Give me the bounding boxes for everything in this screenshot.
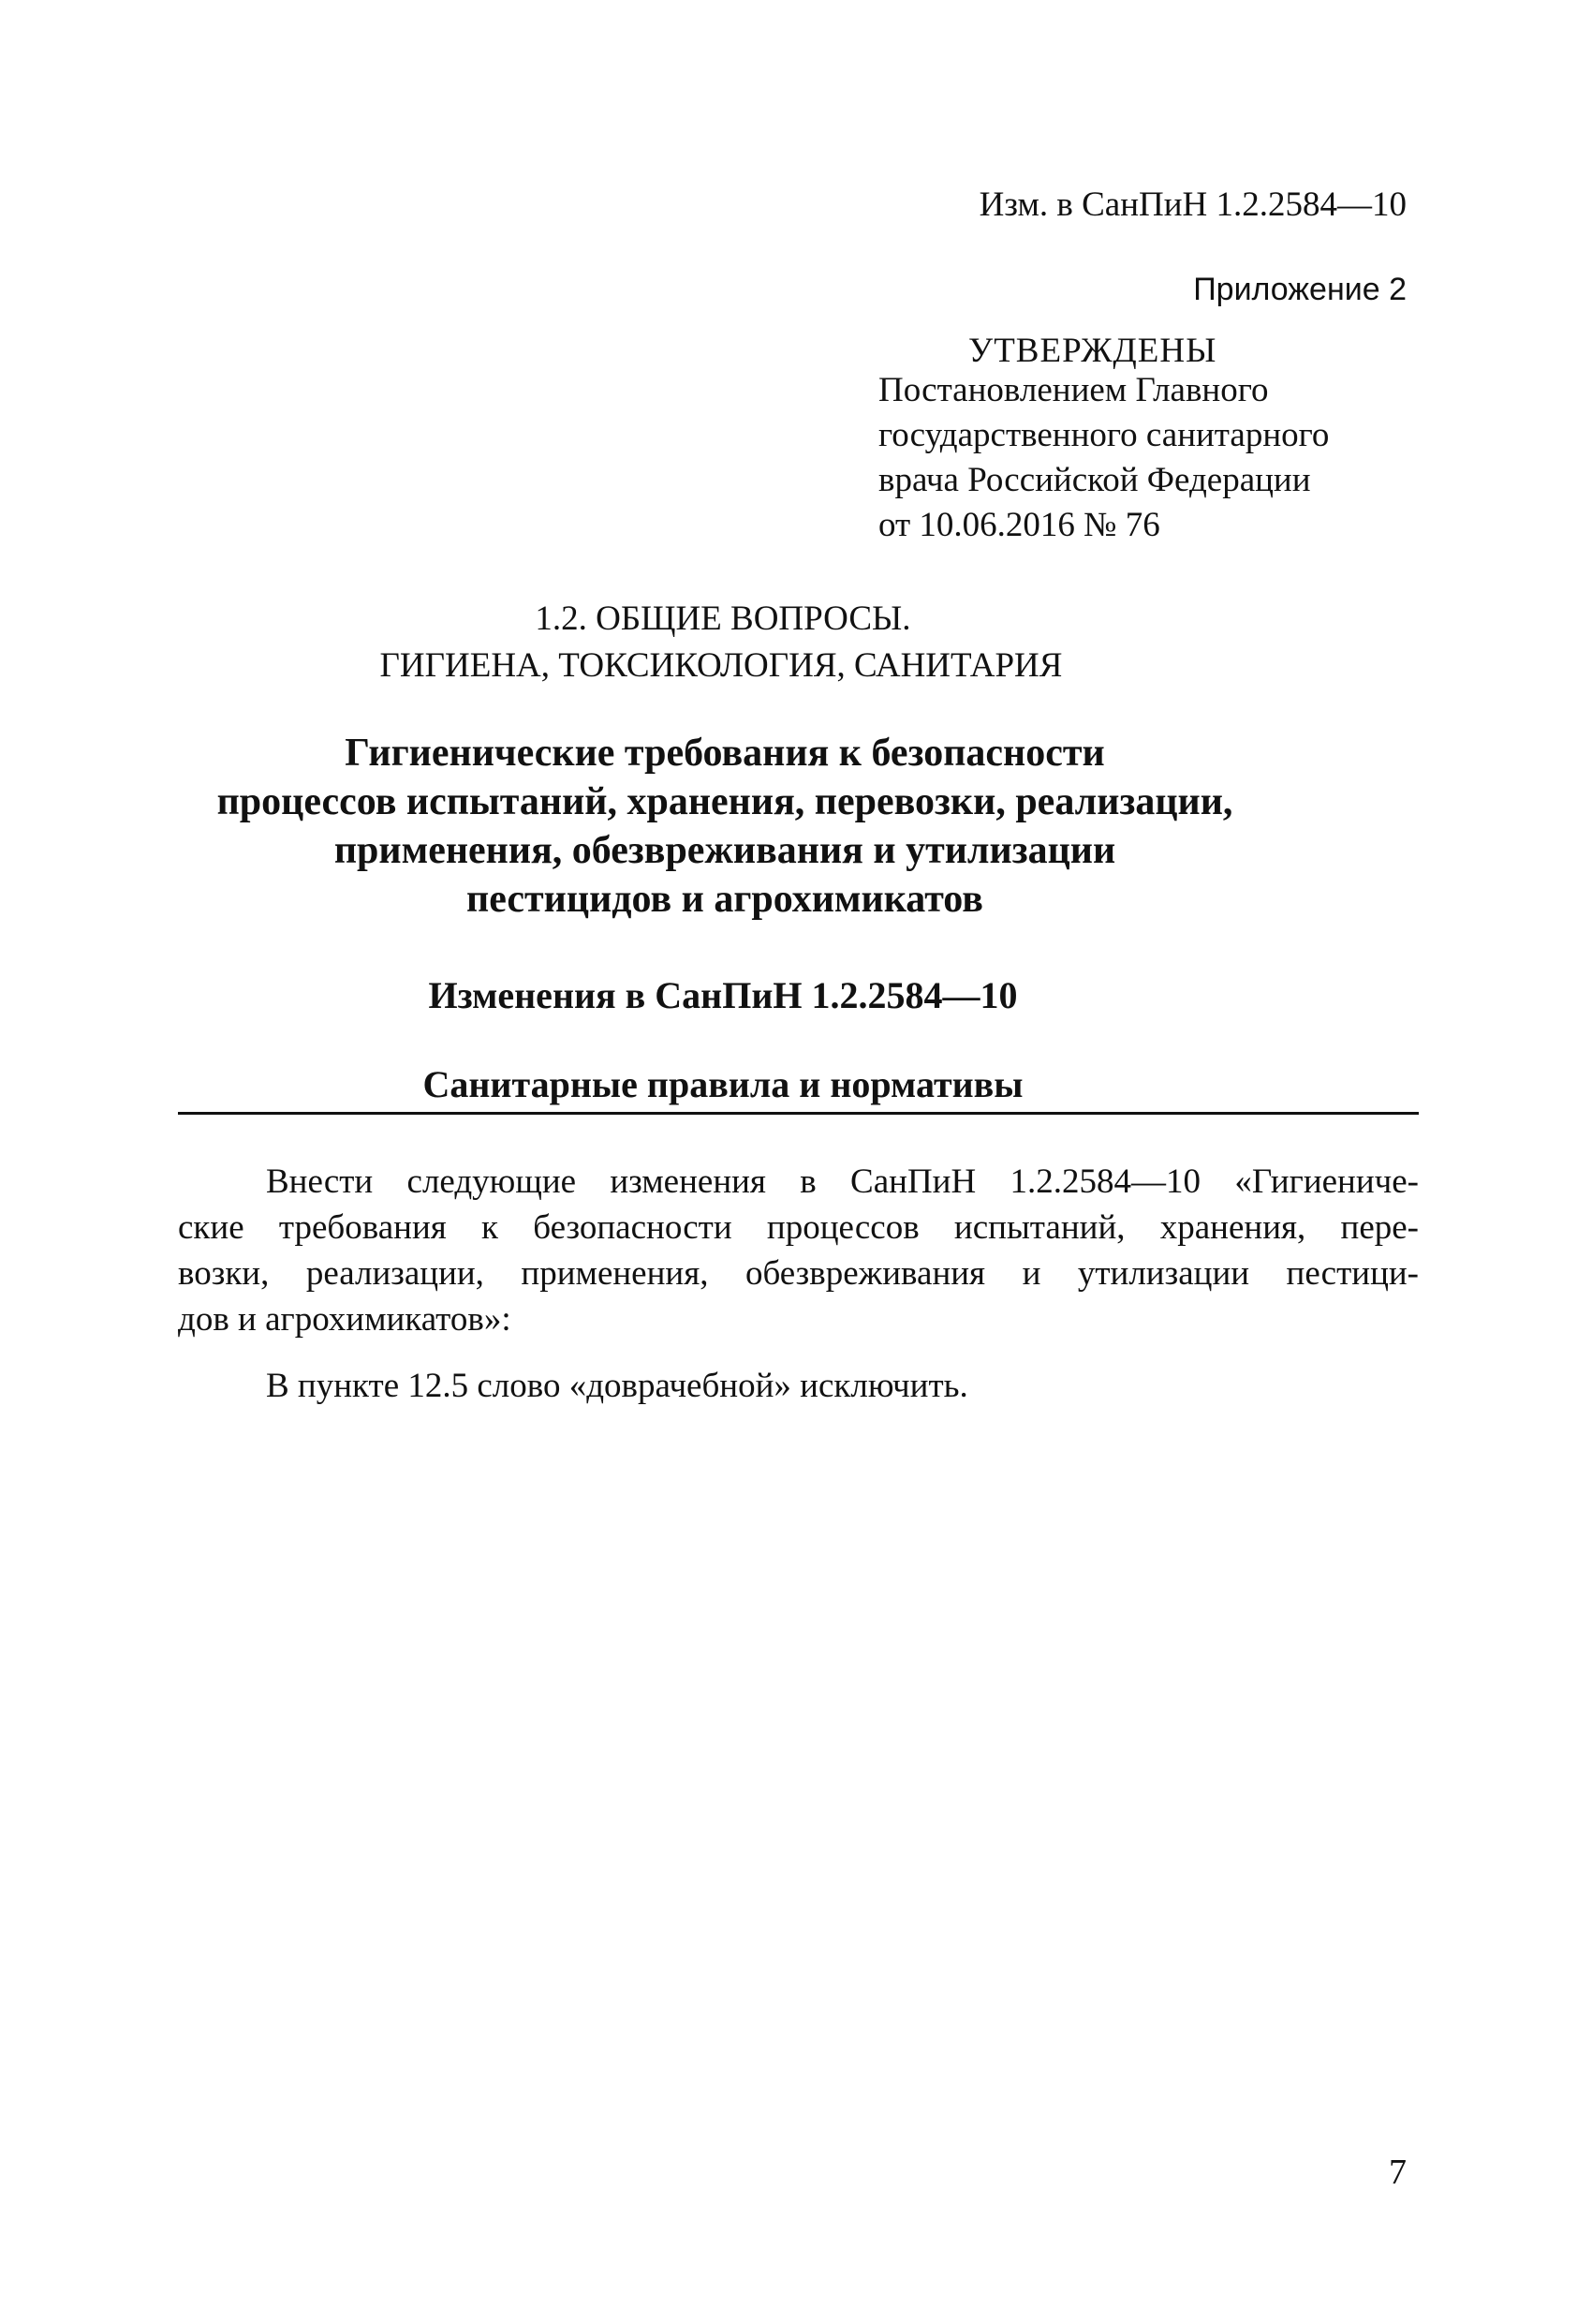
title-line: Гигиенические требования к безопасности [345,732,1105,775]
approval-line: государственного санитарного [878,416,1330,454]
rules-heading [0,1063,1592,1105]
document-title [0,729,1592,924]
approval-line: врача Российской Федерации [878,461,1311,499]
body-text [178,1159,1419,1409]
approval-line: Постановлением Главного [878,371,1269,409]
paragraph-line: возки, реализации, применения, обезвреживания и утилизации пестици- [178,1254,1419,1293]
paragraph-line: Внести следующие изменения в СанПиН 1.2.2584—10 «Гигиениче- [266,1162,1419,1201]
approval-line: от 10.06.2016 № 76 [878,506,1160,544]
title-line: процессов испытаний, хранения, перевозки, реализации, [216,780,1233,823]
appendix-label: Приложение 2 [1193,272,1407,307]
approval-heading: УТВЕРЖДЕНЫ [968,332,1217,370]
rules-heading-text: Санитарные правила и нормативы [422,1063,1024,1105]
title-line: пестицидов и агрохимикатов [466,878,983,921]
classification-block [0,596,1592,689]
page-number: 7 [1389,2153,1407,2192]
paragraph-item: В пункте 12.5 слово «доврачебной» исключить. [266,1367,968,1405]
title-line: применения, обезвреживания и утилизации [333,829,1116,872]
paragraph-line: дов и агрохимикатов»: [178,1300,511,1339]
running-head: Изм. в СанПиН 1.2.2584—10 [979,185,1407,224]
paragraph-changes [178,1159,1419,1342]
classification-line: 1.2. ОБЩИЕ ВОПРОСЫ. [535,600,911,638]
changes-heading [0,974,1592,1016]
changes-heading-text: Изменения в СанПиН 1.2.2584—10 [428,974,1018,1016]
horizontal-rule [178,1112,1419,1115]
classification-line: ГИГИЕНА, ТОКСИКОЛОГИЯ, САНИТАРИЯ [379,646,1063,685]
paragraph-line: ские требования к безопасности процессов испытаний, хранения, пере- [178,1208,1419,1247]
approval-block [878,333,1440,548]
